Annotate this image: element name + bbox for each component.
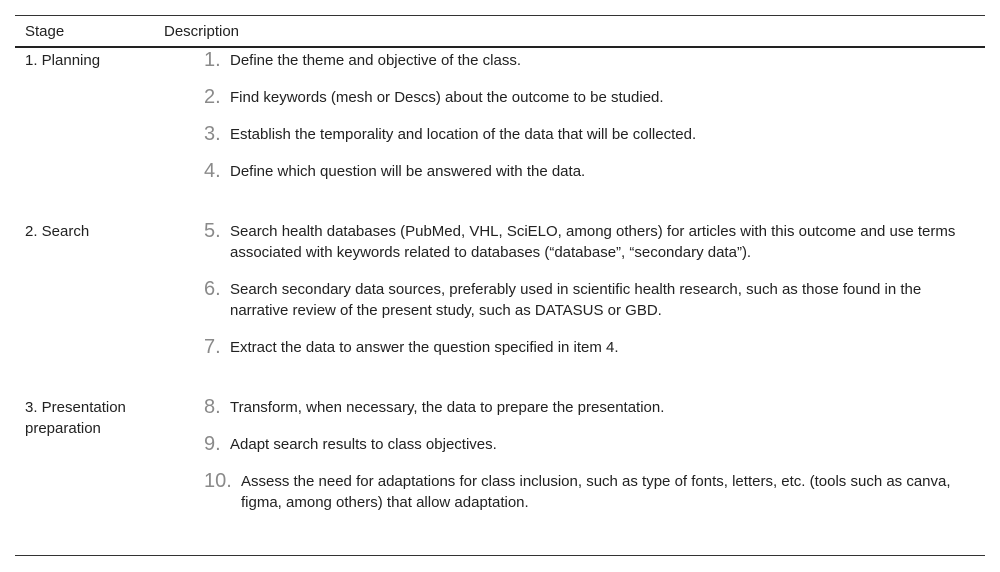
item-text: Find keywords (mesh or Descs) about the outcome to be studied. — [230, 89, 664, 106]
item-number: 7. — [204, 336, 221, 358]
item-text: Search secondary data sources, preferably used in scientific health research, such as those found in the narrative review of the present study, such as DATASUS or GBD. — [230, 281, 922, 319]
item-text: Establish the temporality and location of the data that will be collected. — [230, 126, 697, 143]
item-number: 9. — [204, 433, 221, 455]
stage-presentation-label: 3. Presentation preparation — [25, 399, 126, 437]
stage-search-label: 2. Search — [25, 223, 90, 240]
item-text: Assess the need for adaptations for class inclusion, such as type of fonts, letters, etc. (tools such as canva, figma, among others) that allow adaptation. — [241, 473, 951, 511]
item-text: Define which question will be answered with the data. — [230, 163, 586, 180]
table-header-rule — [15, 46, 985, 48]
table-bottom-rule — [15, 555, 985, 556]
stage-planning-label: 1. Planning — [25, 52, 101, 69]
item-text: Extract the data to answer the question specified in item 4. — [230, 339, 619, 356]
item-text: Define the theme and objective of the class. — [230, 52, 522, 69]
header-description: Description — [164, 23, 240, 40]
item-number: 5. — [204, 220, 221, 242]
item-number: 6. — [204, 278, 221, 300]
item-text: Transform, when necessary, the data to prepare the presentation. — [230, 399, 665, 416]
item-text: Adapt search results to class objectives. — [230, 436, 497, 453]
item-number: 8. — [204, 396, 221, 418]
item-number: 2. — [204, 86, 221, 108]
item-number: 1. — [204, 49, 221, 71]
table-top-rule — [15, 15, 985, 16]
item-text: Search health databases (PubMed, VHL, SciELO, among others) for articles with this outcome and use terms associated with keywords related to databases (“database”, “secondary data”). — [230, 223, 956, 261]
item-number: 3. — [204, 123, 221, 145]
item-number: 4. — [204, 160, 221, 182]
item-number: 10. — [204, 470, 232, 492]
header-stage: Stage — [25, 23, 65, 40]
